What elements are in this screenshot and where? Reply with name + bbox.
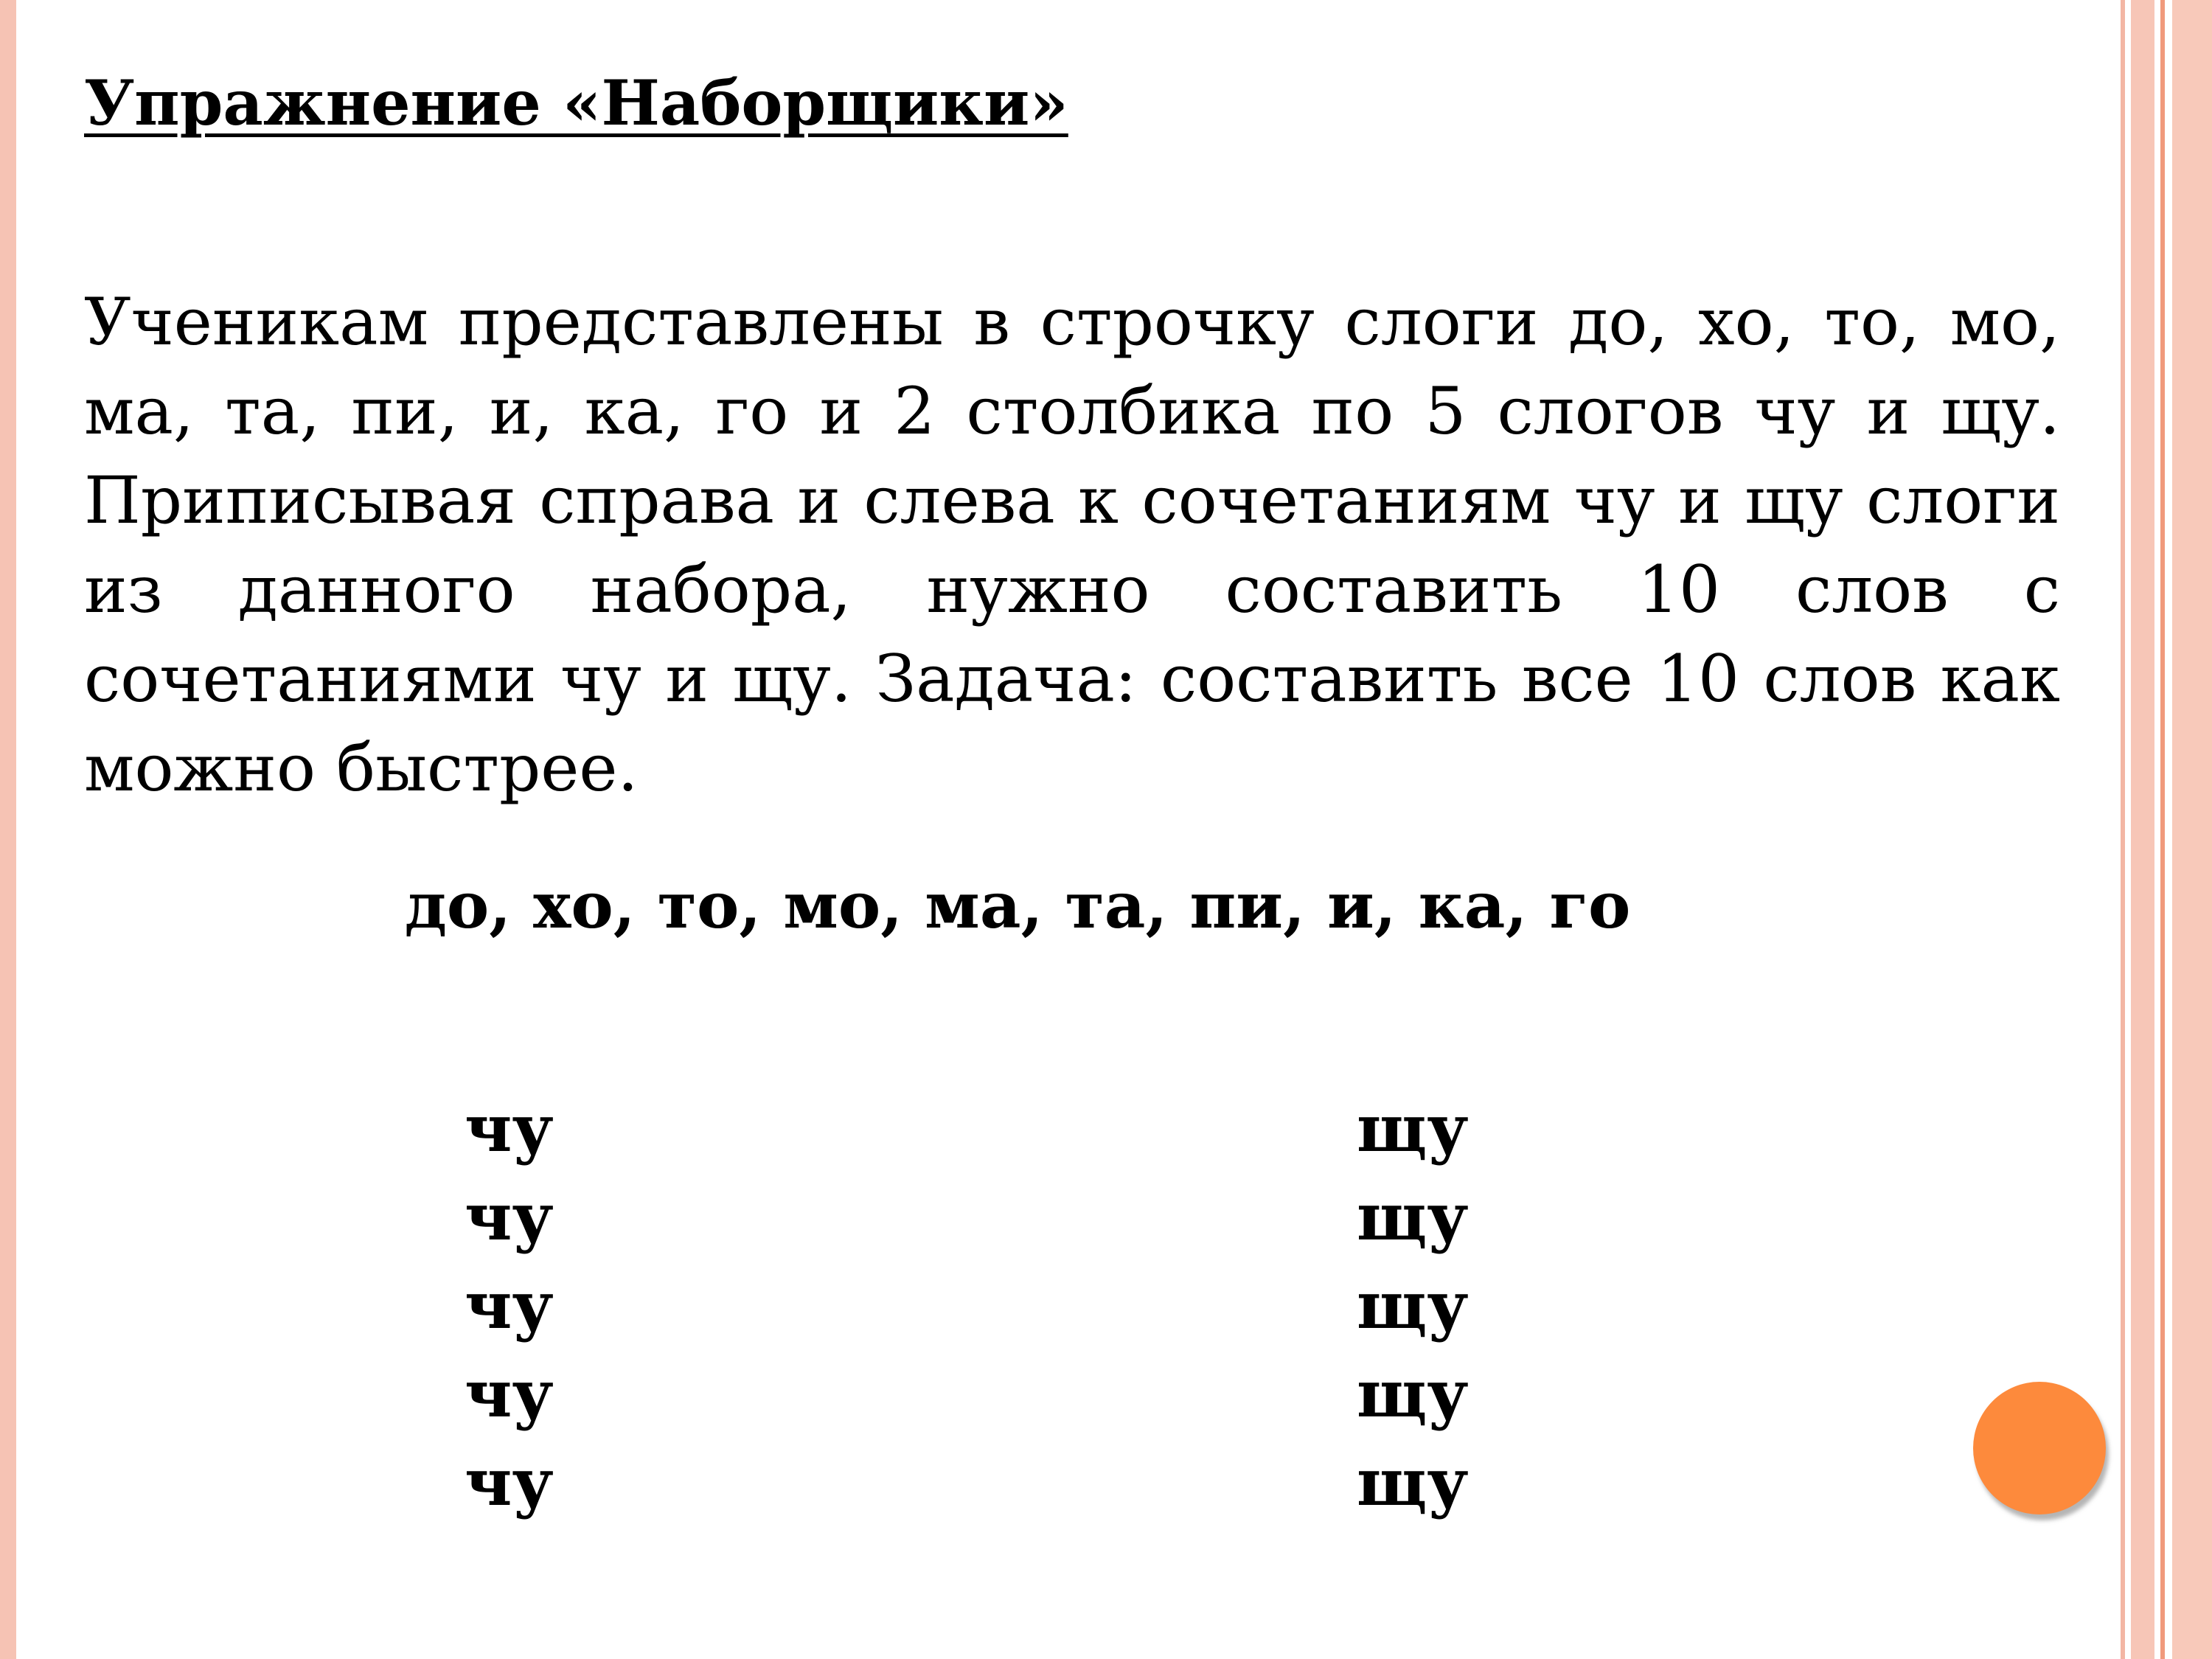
- slide-right-edge-stripe: [2131, 0, 2154, 1659]
- slide-right-edge-stripe: [2160, 0, 2165, 1659]
- chu-syllable: чу: [465, 1444, 554, 1520]
- slide-right-edge-stripe: [2121, 0, 2125, 1659]
- chu-column: [465, 1084, 554, 1526]
- chu-syllable: чу: [465, 1267, 554, 1343]
- shchu-syllable: щу: [1357, 1355, 1469, 1432]
- shchu-syllable: щу: [1357, 1444, 1469, 1520]
- shchu-syllable: щу: [1357, 1178, 1469, 1255]
- shchu-syllable: щу: [1357, 1090, 1469, 1166]
- slide-left-edge-stripe: [0, 0, 16, 1659]
- orange-circle-icon[interactable]: [1973, 1382, 2106, 1514]
- chu-syllable: чу: [465, 1090, 554, 1166]
- shchu-column: [1357, 1084, 1469, 1526]
- slide-right-edge-stripe: [2172, 0, 2212, 1659]
- exercise-description: Ученикам представлены в строчку слоги до, хо, то, мо, ма, та, пи, и, ка, го и 2 столбика по 5 слогов чу и щу. Приписывая справа и слева к сочетаниям чу и щу слоги из данного набора, нужно составить 10 слов с сочетаниями чу и щу. Задача: составить все 10 слов как можно быстрее.: [84, 284, 2060, 806]
- chu-syllable: чу: [465, 1355, 554, 1432]
- shchu-syllable: щу: [1357, 1267, 1469, 1343]
- slide-title: Упражнение «Наборщики»: [84, 66, 1068, 139]
- chu-syllable: чу: [465, 1178, 554, 1255]
- syllables-line: до, хо, то, мо, ма, та, пи, и, ка, го: [404, 869, 1631, 943]
